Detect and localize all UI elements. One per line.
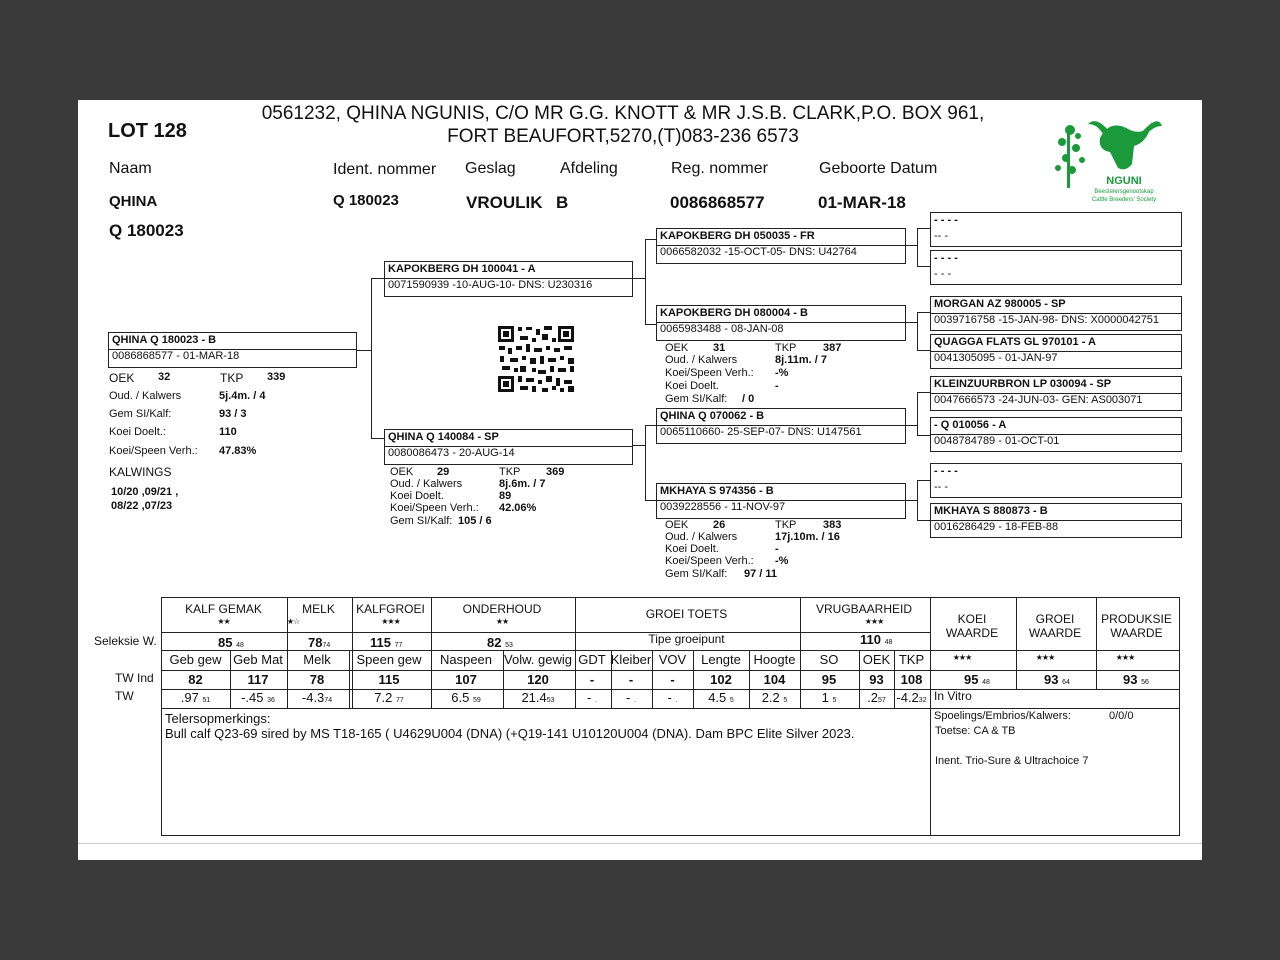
animal-dob: 01-MAR-18 [818,193,906,212]
inent: Inent. Trio-Sure & Ultrachoice 7 [935,755,1089,767]
sel-onderhoud: 82 53 [487,635,513,650]
tw-value: - . [626,690,636,705]
twind-value: 115 [378,672,400,687]
dd-oek-label: OEK [665,519,689,531]
dam-koei-label: Koei Doelt. [390,490,444,502]
connector [371,278,372,438]
g3-id: - - - - [934,465,958,477]
connector [905,500,917,501]
header-geslag: Geslag [465,160,516,177]
sd-speen: -% [775,367,789,379]
subject-speen-label: Koei/Speen Verh.: [109,445,198,457]
connector [645,425,646,500]
dam-reg: 0080086473 - 20-AUG-14 [388,447,515,459]
connector [917,392,931,393]
stars-icon: ★★ [217,617,230,626]
twind-value: 117 [247,672,269,687]
g3-id: - - - - [934,252,958,264]
tw-value: 1 5 [821,690,837,705]
connector [917,228,918,266]
g3-reg: 0016286429 - 18-FEB-88 [934,521,1059,533]
owner-line-2: FORT BEAUFORT,5270,(T)083-236 6573 [447,126,799,147]
twind-value: - [589,672,595,687]
tw-value: - . [587,690,597,705]
dam-tkp: 369 [546,466,565,478]
dd-koei-label: Koei Doelt. [665,543,719,555]
kalwings-label: KALWINGS [109,465,172,479]
subject-gem: 93 / 3 [219,408,247,420]
dd-reg: 0039228556 - 11-NOV-97 [660,501,786,513]
g3-reg: 0047666573 -24-JUN-03- GEN: AS003071 [934,394,1143,406]
dam-speen: 42.06% [499,502,537,514]
toetse: Toetse: CA & TB [935,725,1016,737]
twind-value: 102 [710,672,732,687]
dd-tkp: 383 [823,519,842,531]
ds-id: QHINA Q 070062 - B [660,410,765,422]
twind-value: 104 [763,672,786,687]
sel-melk: 7874 [308,635,331,650]
sub-col: GDT [578,652,606,667]
subject-oek: 32 [158,371,171,383]
sub-col: VOV [658,652,687,667]
tw-value: 6.5 59 [451,690,481,705]
pedigree-g3 [930,376,1182,411]
pedigree-dam-sire [656,408,906,444]
tw-value: .257 [867,690,886,705]
col-produksie-waarde: WAARDE [1110,626,1163,640]
connector [905,322,917,323]
col-kalf-gemak: KALF GEMAK [185,602,262,616]
ss-id: KAPOKBERG DH 050035 - FR [660,230,815,242]
nguni-logo-icon [1048,108,1168,204]
sub-col: Melk [303,652,331,667]
sub-col: Lengte [701,652,741,667]
sd-id: KAPOKBERG DH 080004 - B [660,307,808,319]
twind-value: 78 [309,672,325,687]
sub-col: TKP [898,652,925,667]
animal-ident: Q 180023 [333,192,399,209]
tw-value: -.45 36 [241,690,275,705]
twind-value: 95 [821,672,837,687]
pedigree-g3 [930,463,1182,498]
sub-col: Kleiber [610,652,652,667]
animal-section: B [556,193,569,212]
connector [917,312,931,313]
dam-tkp-label: TKP [499,466,521,478]
connector [371,278,385,279]
twind-value: 108 [900,672,923,687]
connector [645,239,646,324]
dd-gem-label: Gem SI/Kalf: [665,568,728,580]
divider [78,843,1202,844]
sire-reg: 0071590939 -10-AUG-10- DNS: U230316 [388,279,593,291]
owner-line-1: 0561232, QHINA NGUNIS, C/O MR G.G. KNOTT & MR J.S.B. CLARK,P.O. BOX 961, [261,103,985,124]
dam-oud: 8j.6m. / 7 [499,478,546,490]
pedigree-g3 [930,417,1182,452]
groei-waarde-value: 93 64 [1044,672,1070,687]
g3-reg: - - - [934,268,952,280]
pedigree-sire-sire [656,228,906,264]
dd-koei: - [775,543,779,555]
sub-col: Volw. gewig [504,652,572,667]
dd-tkp-label: TKP [775,519,797,531]
twind-value: 93 [869,672,884,687]
pedigree-sire-dam [656,305,906,341]
row-seleksie: Seleksie W. [94,634,157,648]
sd-speen-label: Koei/Speen Verh.: [665,367,754,379]
logo-line-2: Cattle Breeders' Society [1091,197,1157,203]
g3-id: KLEINZUURBRON LP 030094 - SP [934,378,1112,390]
connector [371,438,385,439]
twind-value: 120 [527,672,549,687]
g3-id: MKHAYA S 880873 - B [934,505,1048,517]
header-ident: Ident. nommer [333,161,437,178]
dd-speen: -% [775,555,789,567]
dam-oek-label: OEK [390,466,414,478]
pedigree-dam [384,429,633,465]
dam-oud-label: Oud. / Kalwers [390,478,463,490]
tw-value: 7.2 77 [374,690,404,705]
pedigree-g3 [930,334,1182,369]
subject-koei: 110 [219,426,237,438]
col-groei: GROEI [1035,612,1075,626]
connector [905,425,917,426]
twind-value: 107 [455,672,477,687]
connector [917,266,931,267]
sub-col: Geb Mat [233,652,283,667]
tw-value: -4.232 [896,690,927,705]
col-groei-toets: GROEI TOETS [645,607,728,621]
lot-card [78,100,1202,860]
twind-value: - [670,672,675,687]
sd-oud-label: Oud. / Kalwers [665,354,738,366]
col-vrugbaarheid: VRUGBAARHEID [815,602,913,616]
stars-icon: ★★★ [1115,653,1135,662]
dam-koei: 89 [499,490,512,502]
dd-speen-label: Koei/Speen Verh.: [665,555,754,567]
logo-line-1: Beestelersgenootskap [1094,189,1154,195]
tw-value: 2.2 5 [761,690,788,705]
subject-oud: 5j.4m. / 4 [219,390,266,402]
pedigree-dam-dam [656,483,906,519]
ds-reg: 0065110660- 25-SEP-07- DNS: U147561 [660,426,862,438]
pedigree-g3 [930,503,1182,538]
subject-oud-label: Oud. / Kalwers [109,390,182,402]
connector [631,278,646,279]
tw-value: .97 51 [180,690,211,705]
animal-name: QHINA [109,193,158,210]
col-kalfgroei: KALFGROEI [356,602,425,616]
row-tw-ind: TW Ind [115,671,154,685]
subject-koei-label: Koei Doelt.: [109,426,166,438]
subject-oek-label: OEK [109,371,135,385]
kalwings-2: 08/22 ,07/23 [111,500,173,512]
spoel-value: 0/0/0 [1109,710,1134,722]
qr-code-icon [496,324,578,394]
dam-oek: 29 [437,466,450,478]
sd-oud: 8j.11m. / 7 [775,354,827,366]
g3-reg: -- - [934,230,949,242]
tw-value: 4.5 5 [708,690,734,705]
connector [917,392,918,435]
header-naam: Naam [109,160,152,177]
logo-brand: NGUNI [1106,175,1142,187]
dd-gem: 97 / 11 [744,568,778,580]
g3-id: - - - - [934,214,958,226]
sel-kalf: 85 48 [218,635,244,650]
tw-value: - . [667,690,678,705]
sub-col: SO [819,652,839,667]
pedigree-g3 [930,250,1182,285]
dd-oud: 17j.10m. / 16 [775,531,840,543]
connector [356,350,372,351]
connector [917,480,931,481]
connector [917,435,931,436]
col-koei: KOEI [957,612,987,626]
sel-vrugbaarheid: 110 48 [860,632,893,647]
pedigree-sire [384,261,633,297]
lot-number: LOT 128 [108,120,187,142]
connector [917,480,918,520]
dam-speen-label: Koei/Speen Verh.: [390,502,479,514]
animal-ident-large: Q 180023 [109,221,184,240]
col-produksie: PRODUKSIE [1101,612,1172,626]
pedigree-g3 [930,212,1182,247]
sd-tkp: 387 [823,342,842,354]
nguni-logo [1048,108,1168,204]
dd-oek: 26 [713,519,726,531]
header-geboorte: Geboorte Datum [819,160,938,177]
g3-id: QUAGGA FLATS GL 970101 - A [934,336,1096,348]
sub-col: Geb gew [169,652,222,667]
remarks-title: Telersopmerkings: [165,711,271,726]
connector [631,445,646,446]
row-tw: TW [115,689,134,703]
dam-gem-label: Gem SI/Kalf: [390,515,453,527]
g3-id: - Q 010056 - A [934,419,1007,431]
connector [917,228,931,229]
col-melk: MELK [302,602,335,616]
tw-value: 21.453 [521,690,555,705]
sd-oek: 31 [713,342,726,354]
sub-col: Hoogte [753,652,796,667]
sub-col: OEK [862,652,891,667]
sd-tkp-label: TKP [775,342,797,354]
g3-reg: 0041305095 - 01-JAN-97 [934,352,1058,364]
connector [905,245,917,246]
subject-reg: 0086868577 - 01-MAR-18 [112,350,240,362]
dam-gem: 105 / 6 [458,515,492,527]
sub-col: Naspeen [439,652,493,667]
sire-id: KAPOKBERG DH 100041 - A [388,263,536,275]
col-onderhoud: ONDERHOUD [462,602,542,616]
g3-id: MORGAN AZ 980005 - SP [934,298,1066,310]
in-vitro: In Vitro [934,689,972,703]
pedigree-g3 [930,296,1182,331]
spoel-label: Spoelings/Embrios/Kalwers: [934,710,1071,722]
sd-gem: / 0 [742,393,755,405]
koei-waarde-value: 95 48 [964,672,990,687]
stars-icon: ★★★ [381,617,400,626]
g3-reg: 0039716758 -15-JAN-98- DNS: X0000042751 [934,314,1160,326]
sd-koei-label: Koei Doelt. [665,380,719,392]
dd-id: MKHAYA S 974356 - B [660,485,774,497]
dam-id: QHINA Q 140084 - SP [388,431,499,443]
stars-icon: ★★★ [1035,653,1055,662]
sd-oek-label: OEK [665,342,689,354]
sd-reg: 0065983488 - 08-JAN-08 [660,323,784,335]
sd-koei: - [775,380,779,392]
header-afdeling: Afdeling [560,160,618,177]
subject-speen: 47.83% [219,445,257,457]
g3-reg: 0048784789 - 01-OCT-01 [934,435,1060,447]
subject-gem-label: Gem SI/Kalf: [109,408,172,420]
kalwings-1: 10/20 ,09/21 , [111,486,179,498]
stars-icon: ★★★ [864,617,884,626]
connector [917,350,931,351]
twind-value: - [628,672,634,687]
ss-reg: 0066582032 -15-OCT-05- DNS: U42764 [660,246,857,258]
connector [917,520,931,521]
sd-gem-label: Gem SI/Kalf: [665,393,728,405]
stars-icon: ★★ [495,617,509,626]
sel-kalfgroei: 115 77 [370,635,403,650]
subject-tkp-label: TKP [220,371,244,385]
sub-col: Speen gew [356,652,422,667]
subject-tkp: 339 [267,371,286,383]
qr-code [496,324,578,394]
header-reg: Reg. nommer [671,160,768,177]
subject-id: QHINA Q 180023 - B [112,334,217,346]
dd-oud-label: Oud. / Kalwers [665,531,738,543]
pedigree-subject [108,332,357,368]
g3-reg: -- - [934,481,949,493]
remarks-text: Bull calf Q23-69 sired by MS T18-165 ( U4629U004 (DNA) (+Q19-141 U10120U004 (DNA). Dam BPC Elite Silver 2023. [165,726,855,741]
stars-icon: ★★★ [952,653,972,662]
col-koei-waarde: WAARDE [945,626,999,640]
produksie-waarde-value: 93 56 [1123,672,1149,687]
tipe-groeipunt: Tipe groeipunt [648,632,725,646]
tw-value: -4.374 [301,690,333,705]
twind-value: 82 [188,672,203,687]
animal-reg: 0086868577 [670,193,765,212]
col-groei-waarde: WAARDE [1028,626,1082,640]
animal-sex: VROULIK [466,193,543,212]
stars-icon: ★☆ [286,617,300,626]
connector [917,312,918,350]
